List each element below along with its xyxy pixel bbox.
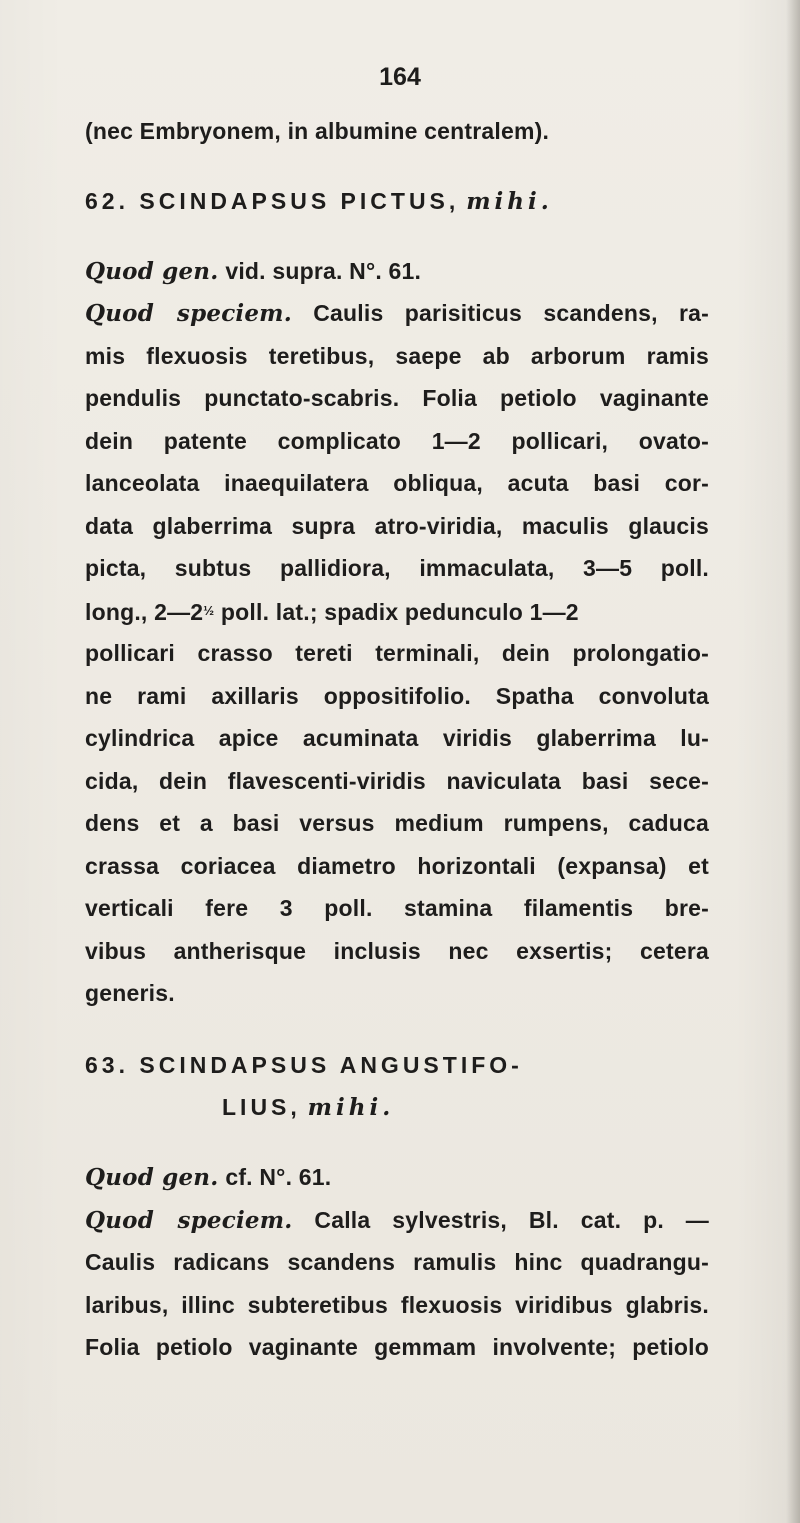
- text-line: mis flexuosis teretibus, saepe ab arborum ramis: [85, 343, 709, 369]
- text-line: Quod gen. cf. N°. 61.: [85, 1164, 332, 1191]
- text-line: lanceolata inaequilatera obliqua, acuta basi cor-: [85, 470, 709, 496]
- text-line: pendulis punctato-scabris. Folia petiolo vaginante: [85, 385, 709, 411]
- text-line: dein patente complicato 1—2 pollicari, ovato-: [85, 428, 709, 454]
- section-heading-63: 63. SCINDAPSUS ANGUSTIFO-: [85, 1052, 523, 1078]
- text-line: (nec Embryonem, in albumine centralem).: [85, 118, 550, 144]
- text-line: data glaberrima supra atro-viridia, maculis glaucis: [85, 513, 709, 539]
- text-line: picta, subtus pallidiora, immaculata, 3—5 poll.: [85, 555, 709, 581]
- section-heading-63-cont: LIUS, mihi.: [222, 1094, 395, 1121]
- text-line: ne rami axillaris oppositifolio. Spatha convoluta: [85, 683, 709, 709]
- text-line: Quod speciem. Calla sylvestris, Bl. cat. p. —: [85, 1207, 710, 1234]
- text-line: vibus antherisque inclusis nec exsertis; cetera: [85, 938, 709, 964]
- text-line: Caulis radicans scandens ramulis hinc quadrangu-: [85, 1249, 709, 1275]
- text-line: verticali fere 3 poll. stamina filamentis bre-: [85, 895, 709, 921]
- text-line: cylindrica apice acuminata viridis glaberrima lu-: [85, 725, 709, 751]
- text-line: pollicari crasso tereti terminali, dein prolongatio-: [85, 640, 709, 666]
- text-line: Quod speciem. Caulis parisiticus scandens, ra-: [85, 300, 709, 327]
- text-line: crassa coriacea diametro horizontali (expansa) et: [85, 853, 709, 879]
- text-line: laribus, illinc subteretibus flexuosis viridibus glabris.: [85, 1292, 709, 1318]
- text-line: cida, dein flavescenti-viridis naviculata basi sece-: [85, 768, 709, 794]
- text-line: Quod gen. vid. supra. N°. 61.: [85, 258, 422, 285]
- page-edge-shadow: [786, 0, 800, 1523]
- text-line: long., $2—2^{\frac{1}{2}}$ poll. lat.; spadix pedunculo 1—2: [85, 599, 579, 625]
- text-line: Folia petiolo vaginante gemmam involvente; petiolo: [85, 1334, 709, 1360]
- page-number: 164: [379, 63, 421, 91]
- text-line: generis.: [85, 980, 175, 1006]
- section-heading-62: 62. SCINDAPSUS PICTUS, mihi.: [85, 188, 553, 215]
- text-line: dens et a basi versus medium rumpens, caduca: [85, 810, 709, 836]
- fraction-half: ½: [203, 603, 215, 618]
